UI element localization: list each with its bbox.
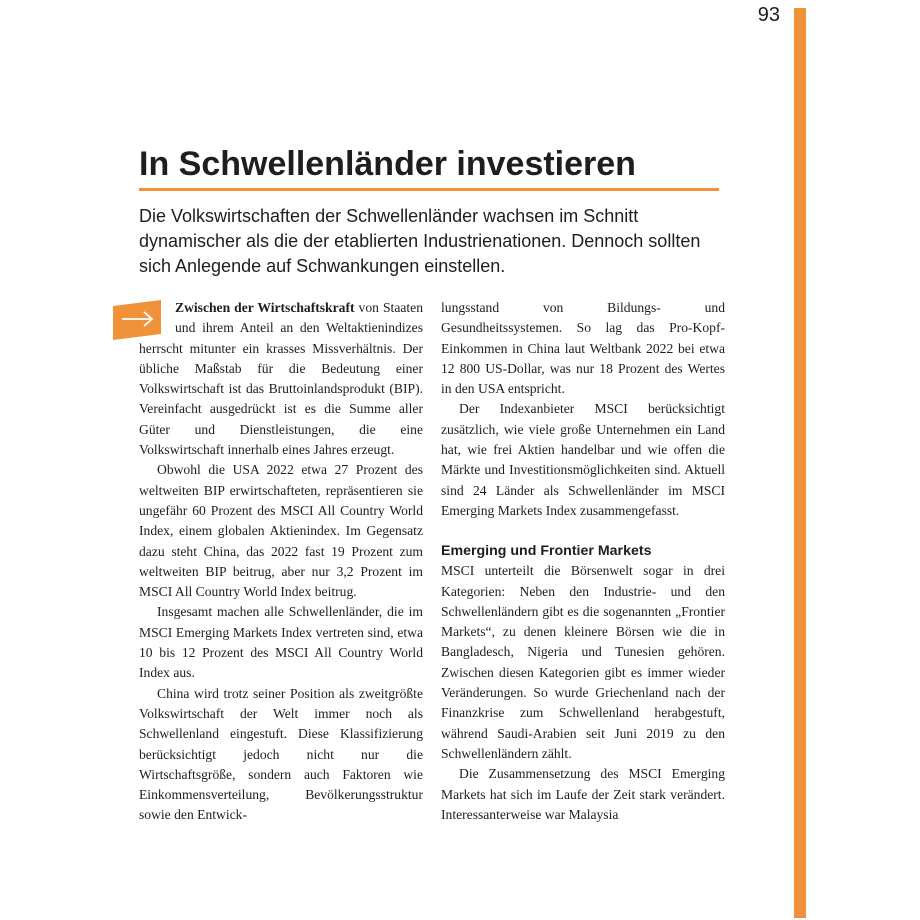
- paragraph: Obwohl die USA 2022 etwa 27 Prozent des weltweiten BIP erwirtschafteten, repräsentieren sie ungefähr 60 Prozent des MSCI All Country World Index, einem globalen Aktienindex. Im Gegensatz dazu steht China, das 2022 fast 19 Prozent zum weltweiten BIP beitrug, aber nur 3,2 Prozent im MSCI All Country World Index beitrug.: [139, 462, 423, 600]
- paragraph: Die Zusammensetzung des MSCI Emerging Markets hat sich im Laufe der Zeit stark verändert. Interessanterweise war Malaysia: [441, 766, 725, 822]
- article-title: In Schwellenländer investieren: [139, 145, 636, 183]
- paragraph: China wird trotz seiner Position als zweitgrößte Volkswirtschaft der Welt immer noch als Schwellenland eingestuft. Diese Klassifizierung berücksichtigt jedoch nicht nur die Wirtschaftsgröße, sondern auch Faktoren wie Einkommensverteilung, Bevölkerungsstruktur sowie den Entwick-: [139, 685, 423, 823]
- run-in-heading: Zwischen der Wirtschaftskraft: [175, 300, 355, 315]
- paragraph: Insgesamt machen alle Schwellenländer, die im MSCI Emerging Markets Index vertreten sind, etwa 10 bis 12 Prozent des MSCI All Country World Index aus.: [139, 604, 423, 681]
- section-subheading: Emerging und Frontier Markets: [441, 543, 652, 560]
- article-lead: Die Volkswirtschaften der Schwellenländer wachsen im Schnitt dynamischer als die der etablierten Industrienationen. Dennoch sollten sich Anlegende auf Schwankungen einstellen.: [139, 206, 701, 276]
- left-text-column: [139, 298, 423, 826]
- paragraph: lungsstand von Bildungs- und Gesundheitssystemen. So lag das Pro-Kopf-Einkommen in China laut Weltbank 2022 bei etwa 12 800 US-Dollar, was nur 18 Prozent des Wertes in den USA entspricht.: [441, 300, 725, 397]
- paragraph: Der Indexanbieter MSCI berücksichtigt zusätzlich, wie viele große Unternehmen ein Land hat, wie frei Aktien handelbar und wie offen die Märkte und Investitionsmöglichkeiten sind. Aktuell sind 24 Länder als Schwellenländer im MSCI Emerging Markets Index zusammengefasst.: [441, 401, 725, 518]
- page-edge-accent-bar: [794, 8, 806, 918]
- paragraph: [139, 298, 423, 460]
- paragraph-text: von Staaten und ihrem Anteil an den Weltaktienindizes herrscht mitunter ein krasses Missverhältnis. Der übliche Maßstab für die Bedeutung einer Volkswirtschaft ist das Bruttoinlandsprodukt (BIP). Vereinfacht ausgedrückt ist es die Summe aller Güter und Dienstleistungen, die eine Volkswirtschaft innerhalb eines Jahres erzeugt.: [139, 300, 423, 458]
- title-underline: [139, 188, 719, 191]
- page-number: 93: [757, 4, 780, 26]
- right-text-column: [441, 298, 725, 825]
- paragraph: MSCI unterteilt die Börsenwelt sogar in drei Kategorien: Neben den Industrie- und den Schwellenländern gibt es die sogenannten „Frontier Markets“, zu denen kleinere Börsen wie die in Bangladesch, Nigeria und Tunesien gehören. Zwischen diesen Kategorien gibt es immer wieder Veränderungen. So wurde Griechenland nach der Finanzkrise zum Schwellenland herabgestuft, während Saudi-Arabien seit Juni 2019 zu den Schwellenländern zählt.: [441, 563, 725, 761]
